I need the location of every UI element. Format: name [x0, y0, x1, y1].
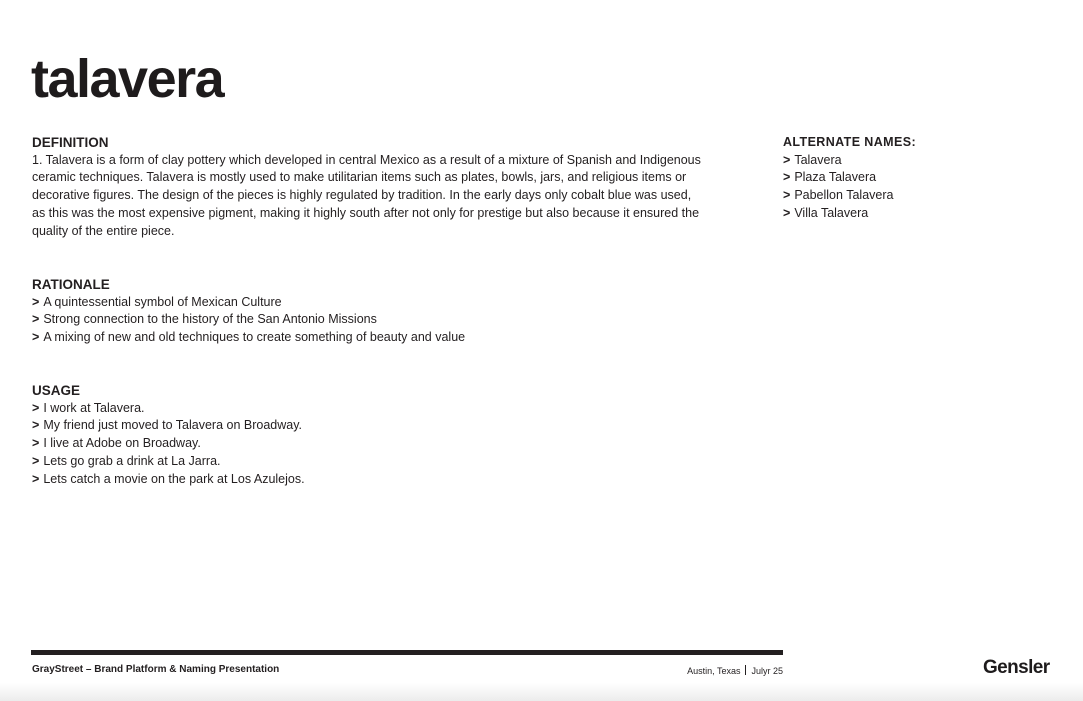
footer-location-date — [600, 665, 783, 676]
bullet-marker: > — [32, 436, 40, 451]
bullet-marker: > — [783, 205, 791, 220]
definition-text: 1. Talavera is a form of clay pottery which developed in central Mexico as a result of a mixture of Spanish and Indigenous ceramic techniques. Talavera is mostly used to make utilitarian items such as plates, bowls, jars, and religious items or decorative figures. The design of the pieces is highly regulated by tradition. In the early days only cobalt blue was used, as this was the most expensive pigment, making it highly south after not only for prestige but also because it ensured the quality of the entire piece. — [32, 152, 701, 238]
footer-location: Austin, Texas — [687, 666, 741, 676]
alternate-name-text: Pabellon Talavera — [794, 188, 894, 203]
usage-item-text: Lets go grab a drink at La Jarra. — [43, 453, 221, 468]
definition-heading: DEFINITION — [32, 135, 109, 150]
usage-heading: USAGE — [32, 383, 81, 398]
bullet-marker: > — [783, 152, 791, 167]
usage-item — [32, 417, 702, 435]
alternate-names-heading: ALTERNATE NAMES: — [783, 135, 917, 149]
rationale-item — [32, 294, 702, 312]
usage-item — [32, 471, 702, 489]
page-bottom-shadow — [0, 683, 1083, 701]
bullet-marker: > — [32, 312, 40, 327]
usage-section — [32, 382, 702, 488]
alternate-names-section — [783, 134, 1063, 223]
bullet-marker: > — [32, 400, 40, 415]
bullet-marker: > — [32, 471, 40, 486]
rationale-item-text: Strong connection to the history of the San Antonio Missions — [43, 312, 377, 327]
bullet-marker: > — [32, 453, 40, 468]
bullet-marker: > — [783, 170, 791, 185]
usage-item — [32, 400, 702, 418]
rationale-item — [32, 329, 702, 347]
usage-item — [32, 435, 702, 453]
alternate-name-text: Talavera — [794, 152, 842, 167]
usage-item-text: I live at Adobe on Broadway. — [43, 436, 201, 451]
rationale-heading: RATIONALE — [32, 277, 110, 292]
rationale-item — [32, 311, 702, 329]
rationale-item-text: A quintessential symbol of Mexican Culture — [43, 294, 282, 309]
alternate-names-list — [783, 152, 1063, 223]
gensler-logo: Gensler — [983, 657, 1050, 678]
footer-date: Julyr 25 — [751, 666, 783, 676]
page-title: talavera — [31, 49, 224, 109]
rationale-section — [32, 276, 702, 347]
alternate-name-item — [783, 152, 1063, 170]
footer-presentation-title: GrayStreet – Brand Platform & Naming Presentation — [32, 664, 280, 675]
usage-item-text: Lets catch a movie on the park at Los Azulejos. — [43, 471, 305, 486]
alternate-name-text: Plaza Talavera — [794, 170, 877, 185]
usage-item-text: My friend just moved to Talavera on Broadway. — [43, 418, 303, 433]
bullet-marker: > — [32, 330, 40, 345]
bullet-marker: > — [32, 418, 40, 433]
usage-list — [32, 400, 702, 489]
bullet-marker: > — [783, 188, 791, 203]
alternate-name-text: Villa Talavera — [794, 205, 869, 220]
footer-separator — [745, 665, 746, 675]
footer-divider — [31, 650, 783, 655]
alternate-name-item — [783, 169, 1063, 187]
rationale-item-text: A mixing of new and old techniques to create something of beauty and value — [43, 330, 466, 345]
alternate-name-item — [783, 187, 1063, 205]
bullet-marker: > — [32, 294, 40, 309]
usage-item — [32, 453, 702, 471]
rationale-list — [32, 294, 702, 347]
alternate-name-item — [783, 205, 1063, 223]
definition-section — [32, 134, 702, 240]
usage-item-text: I work at Talavera. — [43, 400, 145, 415]
